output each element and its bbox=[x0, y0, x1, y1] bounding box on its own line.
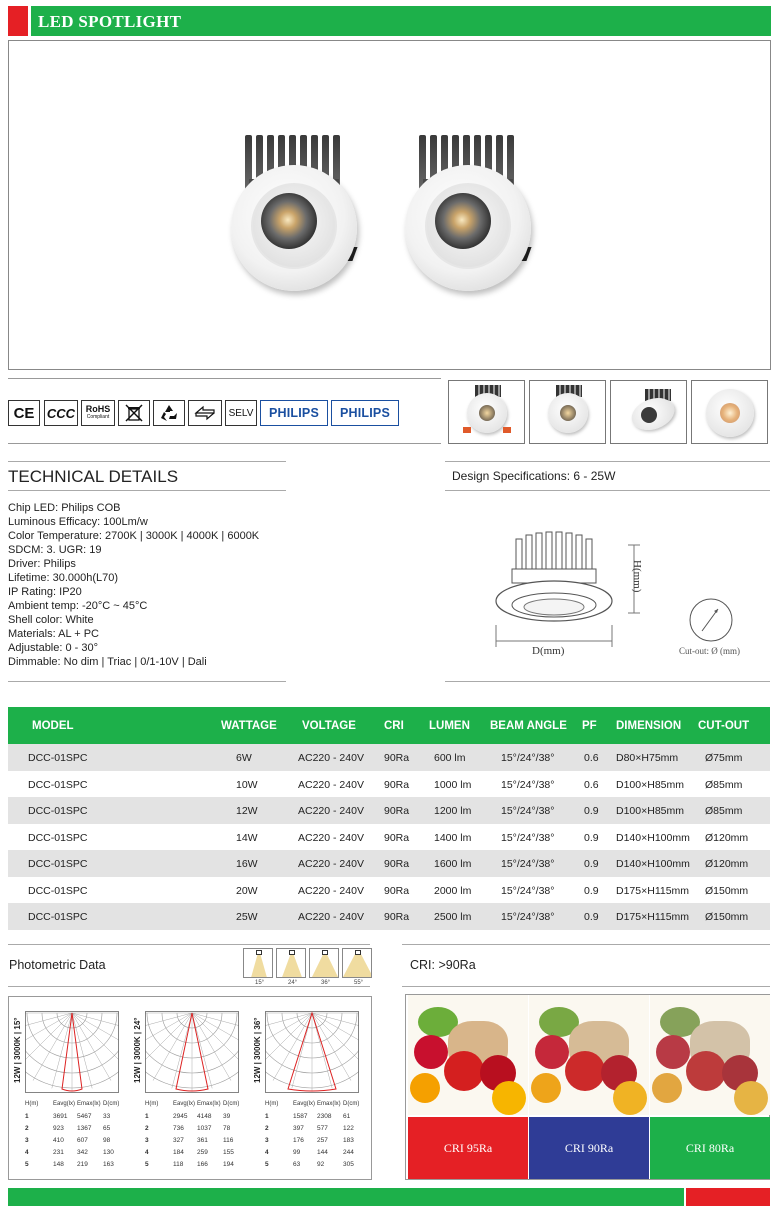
illuminance-table bbox=[25, 1099, 120, 1171]
illuminance-cell: 130 bbox=[103, 1149, 114, 1156]
column-header: WATTAGE bbox=[221, 720, 277, 732]
illuminance-cell: 163 bbox=[103, 1161, 114, 1168]
illuminance-cell: 607 bbox=[77, 1137, 88, 1144]
illuminance-cell: 923 bbox=[53, 1125, 64, 1132]
divider bbox=[8, 490, 286, 491]
table-cell: 14W bbox=[236, 831, 258, 844]
illuminance-table bbox=[145, 1099, 240, 1171]
spec-line: Lifetime: 30.000h(L70) bbox=[8, 572, 119, 584]
spec-line: IP Rating: IP20 bbox=[8, 586, 82, 598]
table-cell: 90Ra bbox=[384, 778, 410, 791]
table-row bbox=[8, 824, 770, 851]
spec-line: Adjustable: 0 - 30° bbox=[8, 642, 99, 654]
product-thumbnail-3[interactable] bbox=[610, 380, 687, 444]
spec-line: SDCM: 3. UGR: 19 bbox=[8, 544, 102, 556]
illuminance-cell: 397 bbox=[293, 1125, 304, 1132]
divider bbox=[402, 986, 770, 987]
polar-diagram bbox=[265, 1011, 359, 1093]
table-cell: 1600 lm bbox=[434, 858, 472, 870]
illuminance-cell: 1 bbox=[25, 1113, 29, 1120]
illuminance-column-header: H(m) bbox=[145, 1101, 159, 1107]
illuminance-column-header: Emax(lx) bbox=[317, 1101, 341, 1107]
illuminance-cell: 116 bbox=[223, 1137, 234, 1144]
illuminance-cell: 122 bbox=[343, 1125, 354, 1132]
spec-line: Driver: Philips bbox=[8, 558, 76, 570]
table-cell: 90Ra bbox=[384, 884, 410, 897]
divider bbox=[402, 944, 770, 945]
illuminance-cell: 736 bbox=[173, 1125, 184, 1132]
spec-line: Shell color: White bbox=[8, 614, 94, 626]
illuminance-cell: 5 bbox=[265, 1161, 269, 1168]
table-cell: 90Ra bbox=[384, 805, 410, 817]
illuminance-cell: 176 bbox=[293, 1137, 304, 1144]
illuminance-cell: 342 bbox=[77, 1149, 88, 1156]
recycle-icon bbox=[153, 400, 185, 426]
design-spec-title: Design Specifications: 6 - 25W bbox=[452, 469, 616, 483]
divider bbox=[8, 944, 370, 945]
technical-spec-list bbox=[8, 501, 259, 669]
table-cell: 0.9 bbox=[584, 805, 599, 817]
illuminance-cell: 4 bbox=[145, 1149, 149, 1156]
rcm-mark-icon bbox=[188, 400, 222, 426]
table-cell: 16W bbox=[236, 858, 258, 870]
spec-line: Color Temperature: 2700K | 3000K | 4000K | 6000K bbox=[8, 530, 260, 542]
illuminance-column-header: Emax(lx) bbox=[197, 1101, 221, 1107]
table-cell: AC220 - 240V bbox=[298, 752, 364, 764]
footer-bar-red bbox=[686, 1188, 770, 1206]
illuminance-column-header: D(cm) bbox=[103, 1101, 120, 1107]
table-cell: 1400 lm bbox=[434, 831, 472, 844]
photometric-title: Photometric Data bbox=[9, 958, 106, 972]
illuminance-cell: 244 bbox=[343, 1149, 354, 1156]
table-cell: Ø75mm bbox=[705, 752, 743, 764]
page-title: LED SPOTLIGHT bbox=[38, 12, 182, 31]
table-cell: 20W bbox=[236, 884, 258, 897]
dimension-drawing bbox=[488, 525, 658, 660]
column-header: LUMEN bbox=[429, 720, 470, 732]
spec-line: Chip LED: Philips COB bbox=[8, 502, 121, 514]
beam-angle-label: 36° bbox=[321, 980, 331, 986]
table-cell: 15°/24°/38° bbox=[501, 778, 555, 791]
polar-diagram bbox=[145, 1011, 239, 1093]
table-cell: 0.6 bbox=[584, 778, 599, 791]
table-cell: 15°/24°/38° bbox=[501, 884, 555, 897]
illuminance-column-header: Eavg(lx) bbox=[293, 1101, 316, 1107]
spec-line: Materials: AL + PC bbox=[8, 628, 99, 640]
illuminance-column-header: Eavg(lx) bbox=[173, 1101, 196, 1107]
illuminance-column-header: D(cm) bbox=[343, 1101, 360, 1107]
table-cell: 0.9 bbox=[584, 831, 599, 844]
table-cell: 15°/24°/38° bbox=[501, 805, 555, 817]
illuminance-cell: 5 bbox=[25, 1161, 29, 1168]
illuminance-cell: 5467 bbox=[77, 1113, 92, 1120]
illuminance-cell: 3691 bbox=[53, 1113, 68, 1120]
table-row bbox=[8, 877, 770, 904]
selv-mark: SELV bbox=[225, 400, 257, 426]
illuminance-cell: 2945 bbox=[173, 1113, 188, 1120]
illuminance-cell: 194 bbox=[223, 1161, 234, 1168]
product-thumbnail-1[interactable] bbox=[448, 380, 525, 444]
table-header bbox=[8, 707, 770, 744]
diagram-label: 12W | 3000K | 24° bbox=[133, 1017, 142, 1083]
diagram-label: 12W | 3000K | 15° bbox=[13, 1017, 22, 1083]
polar-diagram bbox=[25, 1011, 119, 1093]
column-header: CRI bbox=[384, 720, 404, 732]
weee-bin-icon bbox=[118, 400, 150, 426]
diameter-dimension-label: D(mm) bbox=[532, 645, 565, 657]
illuminance-cell: 155 bbox=[223, 1149, 234, 1156]
table-cell: AC220 - 240V bbox=[298, 884, 364, 897]
beam-angle-icon bbox=[276, 948, 306, 978]
table-cell: D175×H115mm bbox=[616, 911, 690, 923]
illuminance-cell: 148 bbox=[53, 1161, 64, 1168]
table-cell: Ø150mm bbox=[705, 884, 749, 897]
column-header: BEAM ANGLE bbox=[490, 720, 567, 732]
table-cell: 10W bbox=[236, 778, 258, 791]
illuminance-cell: 577 bbox=[317, 1125, 328, 1132]
illuminance-cell: 61 bbox=[343, 1113, 351, 1120]
spec-line: Dimmable: No dim | Triac | 0/1-10V | Dali bbox=[8, 656, 207, 668]
illuminance-cell: 98 bbox=[103, 1137, 111, 1144]
column-header: VOLTAGE bbox=[302, 720, 356, 732]
illuminance-table bbox=[265, 1099, 360, 1171]
diagram-label: 12W | 3000K | 36° bbox=[253, 1017, 262, 1083]
fruit-photo-cri90 bbox=[529, 995, 649, 1115]
illuminance-cell: 2 bbox=[265, 1125, 269, 1132]
column-header: DIMENSION bbox=[616, 720, 682, 732]
illuminance-cell: 39 bbox=[223, 1113, 231, 1120]
table-cell: DCC-01SPC bbox=[28, 831, 88, 844]
illuminance-cell: 4148 bbox=[197, 1113, 212, 1120]
illuminance-cell: 361 bbox=[197, 1137, 208, 1144]
table-cell: DCC-01SPC bbox=[28, 858, 88, 870]
illuminance-cell: 3 bbox=[25, 1137, 29, 1144]
illuminance-cell: 1037 bbox=[197, 1125, 212, 1132]
beam-angle-icon bbox=[243, 948, 273, 978]
table-cell: 2500 lm bbox=[434, 911, 472, 923]
illuminance-cell: 4 bbox=[265, 1149, 269, 1156]
column-header: MODEL bbox=[32, 720, 74, 732]
table-cell: 15°/24°/38° bbox=[501, 858, 555, 870]
table-cell: AC220 - 240V bbox=[298, 858, 364, 870]
illuminance-cell: 118 bbox=[173, 1161, 184, 1168]
table-cell: 90Ra bbox=[384, 752, 410, 764]
illuminance-cell: 99 bbox=[293, 1149, 301, 1156]
spec-line: Luminous Efficacy: 100Lm/w bbox=[8, 516, 148, 528]
illuminance-cell: 144 bbox=[317, 1149, 328, 1156]
cri-comparison bbox=[405, 994, 770, 1180]
illuminance-cell: 166 bbox=[197, 1161, 208, 1168]
table-cell: D140×H100mm bbox=[616, 858, 690, 870]
ce-mark-icon: CE bbox=[8, 400, 40, 426]
table-cell: AC220 - 240V bbox=[298, 778, 364, 791]
table-cell: D175×H115mm bbox=[616, 884, 690, 897]
table-cell: DCC-01SPC bbox=[28, 778, 88, 791]
product-thumbnail-4[interactable] bbox=[691, 380, 768, 444]
table-cell: 90Ra bbox=[384, 858, 410, 870]
illuminance-column-header: H(m) bbox=[265, 1101, 279, 1107]
table-cell: 6W bbox=[236, 752, 252, 764]
illuminance-cell: 1 bbox=[145, 1113, 149, 1120]
illuminance-cell: 63 bbox=[293, 1161, 301, 1168]
table-cell: D100×H85mm bbox=[616, 778, 684, 791]
section-header bbox=[8, 6, 771, 36]
illuminance-cell: 1367 bbox=[77, 1125, 92, 1132]
illuminance-cell: 183 bbox=[343, 1137, 354, 1144]
illuminance-column-header: Emax(lx) bbox=[77, 1101, 101, 1107]
table-cell: 25W bbox=[236, 911, 258, 923]
table-cell: 0.9 bbox=[584, 911, 599, 923]
illuminance-cell: 65 bbox=[103, 1125, 111, 1132]
certification-strip bbox=[8, 378, 441, 444]
table-cell: AC220 - 240V bbox=[298, 831, 364, 844]
table-cell: 0.6 bbox=[584, 752, 599, 764]
illuminance-cell: 2308 bbox=[317, 1113, 332, 1120]
technical-details-title: TECHNICAL DETAILS bbox=[8, 467, 179, 486]
divider bbox=[445, 490, 770, 491]
table-cell: Ø150mm bbox=[705, 911, 749, 923]
table-cell: DCC-01SPC bbox=[28, 884, 88, 897]
table-cell: Ø85mm bbox=[705, 778, 743, 791]
cutout-circle-icon bbox=[688, 597, 734, 643]
philips-logo: PHILIPS bbox=[331, 400, 399, 426]
illuminance-cell: 1587 bbox=[293, 1113, 308, 1120]
illuminance-cell: 219 bbox=[77, 1161, 88, 1168]
photometric-diagrams bbox=[8, 996, 372, 1180]
divider bbox=[8, 986, 370, 987]
cri-95-label: CRI 95Ra bbox=[408, 1117, 528, 1179]
illuminance-column-header: Eavg(lx) bbox=[53, 1101, 76, 1107]
table-cell: 90Ra bbox=[384, 831, 410, 844]
table-cell: D100×H85mm bbox=[616, 805, 684, 817]
rohs-mark-icon: RoHS Compliant bbox=[81, 400, 115, 426]
illuminance-cell: 327 bbox=[173, 1137, 184, 1144]
table-cell: 1200 lm bbox=[434, 805, 472, 817]
table-cell: 0.9 bbox=[584, 858, 599, 870]
illuminance-cell: 257 bbox=[317, 1137, 328, 1144]
philips-logo: PHILIPS bbox=[260, 400, 328, 426]
cri-90-label: CRI 90Ra bbox=[529, 1117, 649, 1179]
table-cell: Ø120mm bbox=[705, 831, 749, 844]
beam-angle-label: 15° bbox=[255, 980, 265, 986]
spec-line: Ambient temp: -20°C ~ 45°C bbox=[8, 600, 148, 612]
illuminance-cell: 231 bbox=[53, 1149, 64, 1156]
illuminance-cell: 2 bbox=[145, 1125, 149, 1132]
cri-80-label: CRI 80Ra bbox=[650, 1117, 770, 1179]
illuminance-cell: 3 bbox=[145, 1137, 149, 1144]
table-cell: 2000 lm bbox=[434, 884, 472, 897]
table-cell: 0.9 bbox=[584, 884, 599, 897]
column-header: PF bbox=[582, 720, 597, 732]
table-cell: AC220 - 240V bbox=[298, 911, 364, 923]
illuminance-cell: 33 bbox=[103, 1113, 111, 1120]
table-cell: DCC-01SPC bbox=[28, 911, 88, 923]
column-header: CUT-OUT bbox=[698, 720, 750, 732]
table-cell: 15°/24°/38° bbox=[501, 752, 555, 764]
illuminance-column-header: H(m) bbox=[25, 1101, 39, 1107]
product-thumbnail-2[interactable] bbox=[529, 380, 606, 444]
header-red-accent bbox=[8, 6, 28, 36]
product-hero-image bbox=[8, 40, 771, 370]
illuminance-cell: 305 bbox=[343, 1161, 354, 1168]
table-cell: Ø85mm bbox=[705, 805, 743, 817]
divider bbox=[8, 461, 286, 462]
table-cell: 12W bbox=[236, 805, 258, 817]
cri-title: CRI: >90Ra bbox=[410, 958, 476, 972]
table-cell: AC220 - 240V bbox=[298, 805, 364, 817]
divider bbox=[8, 681, 286, 682]
table-cell: 1000 lm bbox=[434, 778, 472, 791]
height-dimension-label: H(mm) bbox=[631, 560, 643, 593]
table-row bbox=[8, 744, 770, 771]
illuminance-cell: 184 bbox=[173, 1149, 184, 1156]
table-cell: 15°/24°/38° bbox=[501, 911, 555, 923]
illuminance-cell: 78 bbox=[223, 1125, 231, 1132]
illuminance-cell: 4 bbox=[25, 1149, 29, 1156]
table-cell: 90Ra bbox=[384, 911, 410, 923]
illuminance-cell: 3 bbox=[265, 1137, 269, 1144]
illuminance-cell: 92 bbox=[317, 1161, 325, 1168]
table-cell: 600 lm bbox=[434, 752, 466, 764]
table-cell: D140×H100mm bbox=[616, 831, 690, 844]
table-cell: 15°/24°/38° bbox=[501, 831, 555, 844]
table-row bbox=[8, 797, 770, 824]
fruit-photo-cri95 bbox=[408, 995, 528, 1115]
spec-table bbox=[8, 707, 770, 930]
illuminance-cell: 410 bbox=[53, 1137, 64, 1144]
table-cell: DCC-01SPC bbox=[28, 752, 88, 764]
table-cell: Ø120mm bbox=[705, 858, 749, 870]
beam-angle-label: 24° bbox=[288, 980, 298, 986]
footer-bar-green bbox=[8, 1188, 684, 1206]
cutout-label: Cut-out: Ø (mm) bbox=[679, 646, 740, 656]
beam-angle-icon bbox=[309, 948, 339, 978]
beam-angle-label: 55° bbox=[354, 980, 364, 986]
divider bbox=[445, 681, 770, 682]
table-cell: D80×H75mm bbox=[616, 752, 679, 764]
illuminance-cell: 5 bbox=[145, 1161, 149, 1168]
illuminance-column-header: D(cm) bbox=[223, 1101, 240, 1107]
illuminance-cell: 259 bbox=[197, 1149, 208, 1156]
fruit-photo-cri80 bbox=[650, 995, 770, 1115]
illuminance-cell: 1 bbox=[265, 1113, 269, 1120]
beam-angle-icon bbox=[342, 948, 372, 978]
table-row bbox=[8, 850, 770, 877]
illuminance-cell: 2 bbox=[25, 1125, 29, 1132]
divider bbox=[445, 461, 770, 462]
table-row bbox=[8, 771, 770, 798]
table-row bbox=[8, 903, 770, 930]
table-cell: DCC-01SPC bbox=[28, 805, 88, 817]
ccc-mark-icon: CCC bbox=[44, 400, 78, 426]
